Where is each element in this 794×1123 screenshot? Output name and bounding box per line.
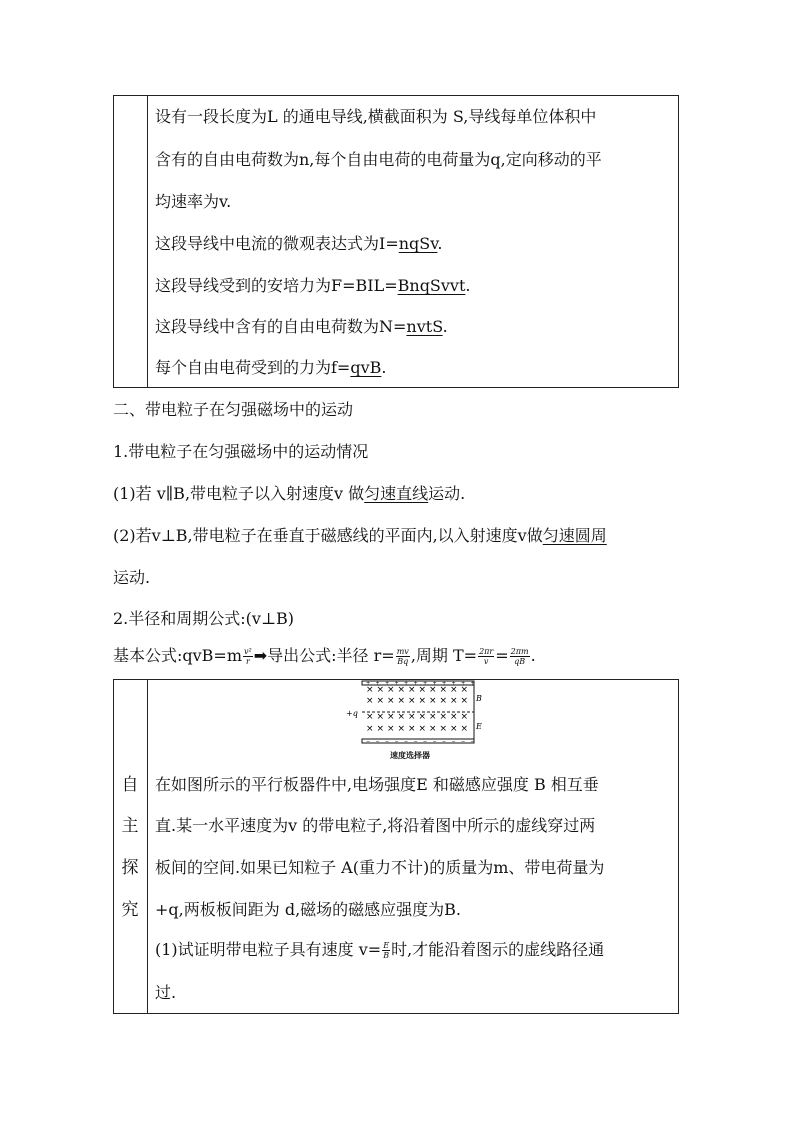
cross-mark: ×: [418, 696, 427, 706]
magnetic-field-crosses: [366, 685, 468, 734]
subheading-1: 1.带电粒子在匀强磁场中的运动情况: [113, 442, 369, 461]
force-prefix: 这段导线受到的安培力为F=BIL=: [155, 276, 398, 295]
cross-mark: ×: [376, 712, 385, 722]
case1-prefix: (1)若 v∥B,带电粒子以入射速度v 做: [113, 484, 365, 503]
case2-prefix: (2)若v⊥B,带电粒子在垂直于磁感线的平面内,以入射速度v做: [113, 526, 543, 545]
box2-line-1: 在如图所示的平行板器件中,电场强度E 和磁感应强度 B 相互垂: [155, 775, 599, 794]
box1-line-2: 含有的自由电荷数为n,每个自由电荷的电荷量为q,定向移动的平: [155, 150, 602, 169]
plus-sign: +: [385, 680, 390, 687]
fraction-period-2: [510, 647, 530, 666]
cross-mark: ×: [450, 685, 458, 695]
fraction-v2-over-r: [243, 647, 253, 666]
q1-suffix: 时,才能沿着图示的虚线路径通: [391, 940, 605, 959]
denominator: qB: [514, 657, 526, 666]
case-parallel: [113, 482, 465, 506]
cross-mark: ×: [429, 724, 437, 734]
plus-sign: +: [404, 680, 409, 687]
cross-mark: ×: [408, 696, 416, 706]
minus-sign: −: [442, 739, 447, 745]
cross-mark: ×: [408, 712, 416, 722]
minus-sign: −: [366, 739, 371, 745]
each-answer: qvB: [350, 358, 382, 377]
b-label: B: [476, 694, 482, 703]
case1-suffix: 运动.: [428, 484, 466, 503]
cross-mark: ×: [387, 696, 395, 706]
plus-sign: +: [432, 680, 437, 687]
count-expression: [155, 315, 448, 339]
cross-mark: ×: [418, 685, 427, 695]
fraction-period-1: [478, 647, 494, 666]
minus-sign: −: [394, 739, 399, 745]
fraction-e-over-b: [382, 941, 390, 960]
cross-mark: ×: [366, 712, 374, 722]
case1-answer: 匀速直线: [364, 484, 429, 503]
cross-mark: ×: [387, 724, 395, 734]
cross-mark: ×: [366, 685, 374, 695]
section-heading: 二、带电粒子在匀强磁场中的运动: [113, 400, 354, 419]
case2-continuation: 运动.: [113, 568, 151, 587]
cross-mark: ×: [429, 696, 437, 706]
numerator: 2πm: [510, 647, 529, 656]
box2-line-4: +q,两板板间距为 d,磁场的磁感应强度为B.: [155, 900, 461, 919]
e-label: E: [476, 722, 482, 731]
count-answer: nvtS: [406, 317, 443, 336]
numerator: v²: [244, 647, 252, 656]
cross-mark: ×: [376, 724, 385, 734]
velocity-selector-diagram: [345, 679, 485, 747]
numerator: 2πr: [479, 647, 494, 656]
cross-mark: ×: [439, 712, 448, 722]
current-answer: nqSv: [398, 234, 438, 253]
plus-sign: +: [394, 680, 399, 687]
box-left-cell: [114, 96, 148, 387]
count-prefix: 这段导线中含有的自由电荷数为N=: [155, 317, 407, 336]
box1-line-1: 设有一段长度为L 的通电导线,横截面积为 S,导线每单位体积中: [155, 107, 597, 126]
numerator: mv: [396, 647, 409, 656]
force-expression: [155, 274, 471, 298]
cross-mark: ×: [418, 724, 427, 734]
cross-mark: ×: [397, 685, 406, 695]
plus-sign: +: [413, 680, 418, 687]
cross-mark: ×: [387, 685, 395, 695]
denominator: v: [483, 657, 489, 666]
period: .: [442, 317, 448, 336]
cross-mark: ×: [408, 685, 416, 695]
side-label-3: 探: [121, 858, 139, 878]
plus-sign: +: [470, 680, 475, 687]
cross-mark: ×: [429, 685, 437, 695]
current-expression: [155, 232, 442, 256]
cross-mark: ×: [439, 685, 448, 695]
plus-sign: +: [366, 680, 371, 687]
minus-sign: −: [404, 739, 409, 745]
subheading-2: 2.半径和周期公式:(v⊥B): [113, 609, 294, 628]
cross-mark: ×: [460, 712, 469, 722]
box1-line-3: 均速率为v.: [155, 192, 232, 211]
plus-sign: +: [442, 680, 447, 687]
minus-sign: −: [413, 739, 418, 745]
cross-mark: ×: [387, 712, 395, 722]
side-label-1: 自: [121, 775, 139, 795]
side-label-4: 究: [121, 900, 139, 920]
case-perpendicular: [113, 524, 607, 548]
cross-mark: ×: [450, 712, 458, 722]
case2-answer: 匀速圆周: [542, 526, 607, 545]
question-1: [155, 938, 604, 962]
box2-line-3: 板间的空间.如果已知粒子 A(重力不计)的质量为m、带电荷量为: [155, 858, 605, 877]
minus-sign: −: [432, 739, 437, 745]
cross-mark: ×: [439, 724, 448, 734]
minus-sign: −: [385, 739, 390, 745]
minus-sign: −: [451, 739, 456, 745]
denominator: r: [245, 657, 250, 666]
side-label-2: 主: [121, 816, 139, 836]
equals: =: [495, 646, 509, 665]
cross-mark: ×: [429, 712, 437, 722]
q1-prefix: (1)试证明带电粒子具有速度 v=: [155, 940, 382, 959]
right-arrow-icon: ➡: [253, 646, 268, 665]
question-1-continuation: 过.: [155, 983, 177, 1002]
plus-sign: +: [451, 680, 456, 687]
period: .: [381, 358, 387, 377]
cross-mark: ×: [460, 685, 469, 695]
denominator: Bq: [397, 657, 409, 666]
box2-line-2: 直.某一水平速度为v 的带电粒子,将沿着图中所示的虚线穿过两: [155, 816, 596, 835]
plus-sign: +: [423, 680, 428, 687]
formula-end: .: [530, 646, 536, 665]
force-answer: BnqSvvt: [397, 276, 466, 295]
formula-prefix: 基本公式:qvB=m: [113, 646, 243, 665]
minus-sign: −: [423, 739, 428, 745]
each-prefix: 每个自由电荷受到的力为f=: [155, 358, 351, 377]
diagram-caption: 速度选择器: [390, 751, 430, 760]
current-prefix: 这段导线中电流的微观表达式为I=: [155, 234, 399, 253]
cross-mark: ×: [366, 696, 374, 706]
cross-mark: ×: [460, 724, 469, 734]
plus-sign: +: [461, 680, 466, 687]
cross-mark: ×: [439, 696, 448, 706]
cross-mark: ×: [450, 696, 458, 706]
fraction-radius: [396, 647, 410, 666]
plus-sign: +: [375, 680, 380, 687]
formula-line: [113, 644, 536, 668]
minus-sign: −: [470, 739, 475, 745]
cross-mark: ×: [376, 696, 385, 706]
formula-period-label: ,周期 T=: [410, 646, 478, 665]
charge-label: +q: [346, 709, 358, 718]
cross-mark: ×: [450, 724, 458, 734]
period: .: [437, 234, 443, 253]
denominator: B: [383, 951, 390, 960]
formula-mid: 导出公式:半径 r=: [267, 646, 395, 665]
cross-mark: ×: [376, 685, 385, 695]
minus-sign: −: [461, 739, 466, 745]
cross-mark: ×: [397, 724, 406, 734]
numerator: E: [383, 941, 390, 950]
box-left-cell: [114, 680, 148, 1013]
cross-mark: ×: [408, 724, 416, 734]
cross-mark: ×: [397, 712, 406, 722]
cross-mark: ×: [460, 696, 469, 706]
minus-sign: −: [375, 739, 380, 745]
cross-mark: ×: [366, 724, 374, 734]
cross-mark: ×: [397, 696, 406, 706]
each-charge-force: [155, 356, 386, 380]
cross-mark: ×: [418, 712, 427, 722]
period: .: [465, 276, 471, 295]
